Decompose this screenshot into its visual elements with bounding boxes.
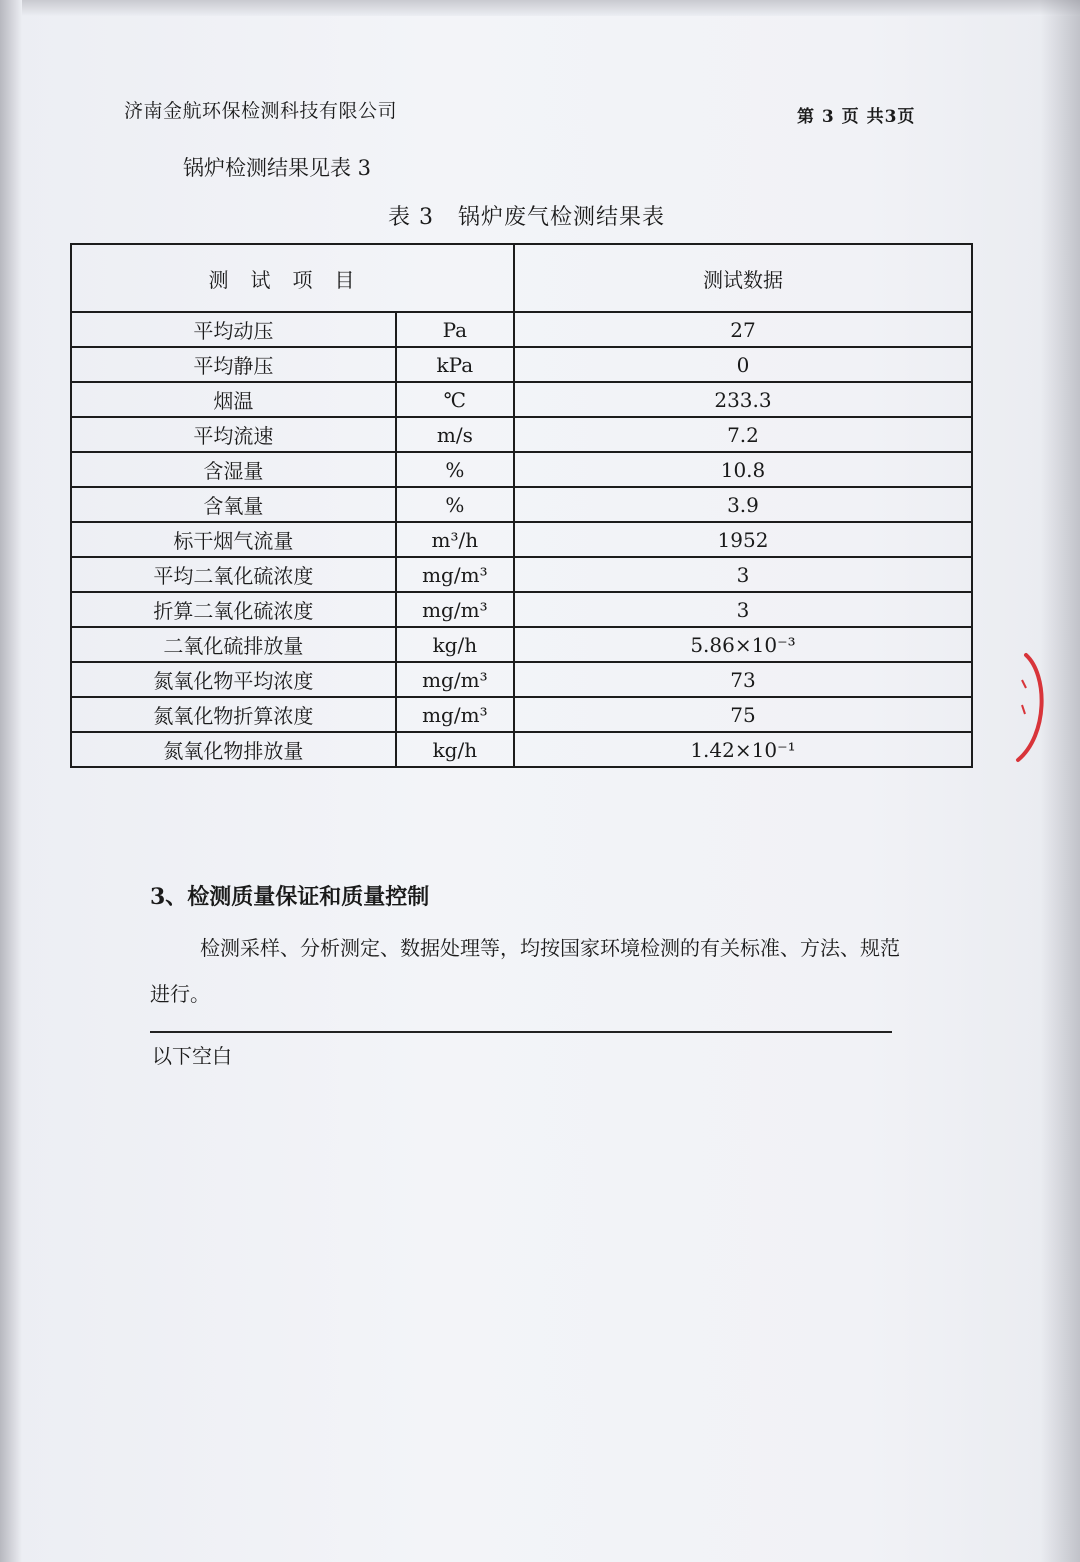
row-item: 氮氧化物排放量 (71, 732, 396, 767)
row-unit: mg/m³ (396, 592, 514, 627)
row-unit: % (396, 487, 514, 522)
table-row (71, 732, 972, 767)
row-value: 3.9 (514, 487, 972, 522)
row-item: 烟温 (71, 382, 396, 417)
table-row (71, 592, 972, 627)
row-value: 75 (514, 697, 972, 732)
intro-text: 锅炉检测结果见表 3 (183, 156, 372, 180)
row-value: 233.3 (514, 382, 972, 417)
row-value: 1952 (514, 522, 972, 557)
row-item: 平均流速 (71, 417, 396, 452)
row-value: 5.86×10⁻³ (514, 627, 972, 662)
row-unit: mg/m³ (396, 697, 514, 732)
table-row (71, 522, 972, 557)
table-row (71, 347, 972, 382)
header-test-item: 测试项目 (71, 244, 514, 312)
row-value: 27 (514, 312, 972, 347)
table-body (71, 312, 972, 767)
row-item: 平均静压 (71, 347, 396, 382)
row-item: 二氧化硫排放量 (71, 627, 396, 662)
page-number: 第 3 页 共3页 (797, 107, 916, 127)
row-unit: ℃ (396, 382, 514, 417)
table-row (71, 487, 972, 522)
table-row (71, 452, 972, 487)
table-row (71, 417, 972, 452)
row-item: 氮氧化物平均浓度 (71, 662, 396, 697)
table-caption (388, 200, 665, 231)
row-item: 折算二氧化硫浓度 (71, 592, 396, 627)
row-value: 73 (514, 662, 972, 697)
table-header-row (71, 244, 972, 312)
row-unit: kPa (396, 347, 514, 382)
row-value: 3 (514, 557, 972, 592)
row-unit: mg/m³ (396, 662, 514, 697)
divider-line (150, 1031, 892, 1033)
row-unit: % (396, 452, 514, 487)
table-number: 表 3 (388, 205, 434, 230)
row-value: 7.2 (514, 417, 972, 452)
table-row (71, 627, 972, 662)
row-item: 含氧量 (71, 487, 396, 522)
company-name: 济南金航环保检测科技有限公司 (124, 100, 398, 122)
table-row (71, 697, 972, 732)
blank-below-note: 以下空白 (152, 1044, 232, 1068)
page-left-edge (0, 0, 22, 1562)
section-title: 3、检测质量保证和质量控制 (150, 884, 430, 910)
section-paragraph: 检测采样、分析测定、数据处理等，均按国家环境检测的有关标准、方法、规范进行。 (150, 936, 900, 1006)
table-row (71, 662, 972, 697)
results-table (70, 243, 973, 768)
row-unit: kg/h (396, 627, 514, 662)
page-right-shadow (1040, 0, 1080, 1562)
table-caption-text: 锅炉废气检测结果表 (458, 205, 666, 230)
table-row (71, 557, 972, 592)
row-unit: Pa (396, 312, 514, 347)
row-item: 标干烟气流量 (71, 522, 396, 557)
page-top-edge (0, 0, 1080, 16)
header-test-data: 测试数据 (514, 244, 972, 312)
row-unit: m³/h (396, 522, 514, 557)
row-unit: kg/h (396, 732, 514, 767)
row-unit: m/s (396, 417, 514, 452)
row-unit: mg/m³ (396, 557, 514, 592)
table-row (71, 382, 972, 417)
table-row (71, 312, 972, 347)
row-item: 含湿量 (71, 452, 396, 487)
row-item: 平均动压 (71, 312, 396, 347)
red-seal-stamp-fragment (1008, 650, 1068, 765)
row-value: 0 (514, 347, 972, 382)
row-value: 10.8 (514, 452, 972, 487)
row-value: 3 (514, 592, 972, 627)
row-item: 平均二氧化硫浓度 (71, 557, 396, 592)
row-item: 氮氧化物折算浓度 (71, 697, 396, 732)
row-value: 1.42×10⁻¹ (514, 732, 972, 767)
